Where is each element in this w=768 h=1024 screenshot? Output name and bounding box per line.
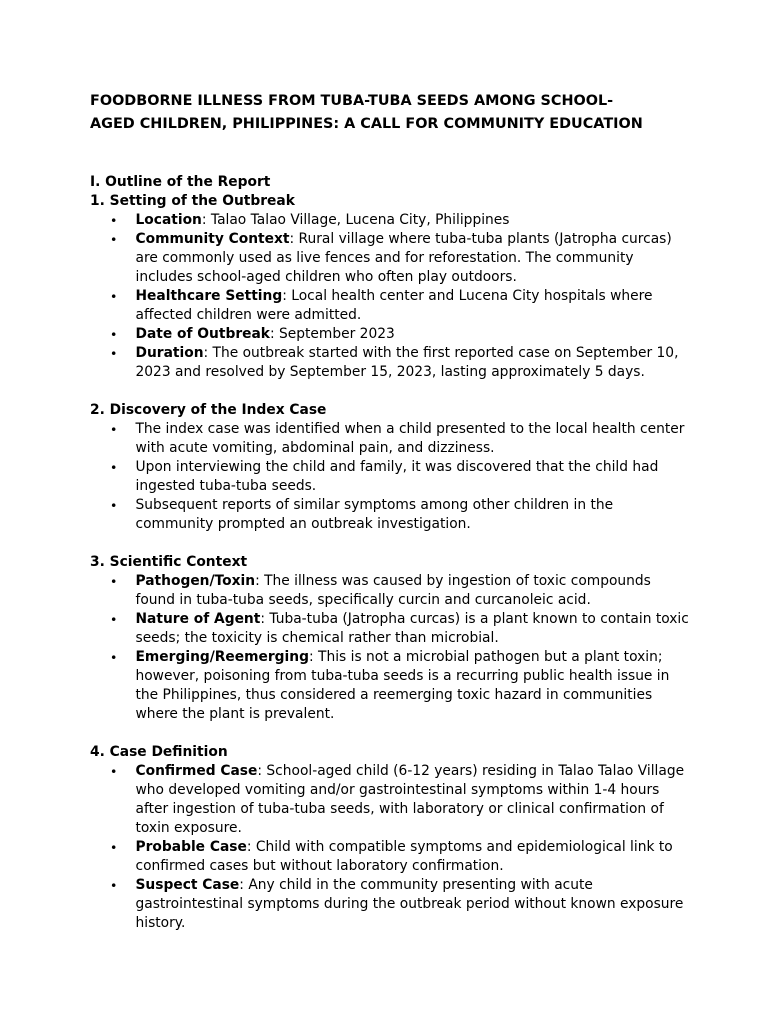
bullet-icon: • xyxy=(110,213,118,228)
bullet-icon: • xyxy=(110,498,118,513)
report-section xyxy=(90,553,690,724)
list-item xyxy=(90,496,690,534)
report-section xyxy=(90,743,690,933)
document-title-line-2: AGED CHILDREN, PHILIPPINES: A CALL FOR COMMUNITY EDUCATION xyxy=(90,115,643,132)
list-item xyxy=(90,458,690,496)
item-term: Suspect Case xyxy=(135,877,240,893)
item-term: Confirmed Case xyxy=(135,763,258,779)
list-item xyxy=(90,287,690,325)
item-term: Date of Outbreak xyxy=(135,326,270,342)
document-page xyxy=(90,90,690,933)
item-term: Healthcare Setting xyxy=(135,288,283,304)
bullet-icon: • xyxy=(110,289,118,304)
item-term: Emerging/Reemerging xyxy=(135,649,309,665)
item-text: : Child with compatible symptoms and epidemiological link to confirmed cases but without laboratory confirmation. xyxy=(135,839,673,874)
report-section xyxy=(90,192,690,382)
item-text: : Talao Talao Village, Lucena City, Philippines xyxy=(201,212,510,228)
bullet-icon: • xyxy=(110,650,118,665)
bullet-list xyxy=(90,572,690,724)
bullet-icon: • xyxy=(110,878,118,893)
outline-heading: I. Outline of the Report xyxy=(90,174,271,190)
report-outline xyxy=(90,173,690,933)
section-spacer xyxy=(90,534,690,553)
bullet-icon: • xyxy=(110,232,118,247)
section-heading: 3. Scientific Context xyxy=(90,554,248,570)
bullet-list xyxy=(90,762,690,933)
section-heading: 1. Setting of the Outbreak xyxy=(90,193,295,209)
item-text: : The illness was caused by ingestion of toxic compounds found in tuba-tuba seeds, specifically curcin and curcanoleic acid. xyxy=(135,573,651,608)
item-term: Nature of Agent xyxy=(135,611,261,627)
section-spacer xyxy=(90,724,690,743)
item-text: Upon interviewing the child and family, it was discovered that the child had ingested tuba-tuba seeds. xyxy=(135,459,659,494)
list-item xyxy=(90,420,690,458)
sections-container xyxy=(90,192,690,933)
section-heading: 4. Case Definition xyxy=(90,744,228,760)
section-heading: 2. Discovery of the Index Case xyxy=(90,402,327,418)
list-item xyxy=(90,211,690,230)
item-text: : Rural village where tuba-tuba plants (Jatropha curcas) are commonly used as live fences and for reforestation. The community includes school-aged children who often play outdoors. xyxy=(135,231,672,285)
bullet-icon: • xyxy=(110,764,118,779)
list-item xyxy=(90,762,690,838)
item-term: Location xyxy=(135,212,202,228)
bullet-list xyxy=(90,211,690,382)
section-spacer xyxy=(90,382,690,401)
item-text: : September 2023 xyxy=(269,326,395,342)
document-title-line-1: FOODBORNE ILLNESS FROM TUBA-TUBA SEEDS AMONG SCHOOL- xyxy=(90,93,614,109)
bullet-icon: • xyxy=(110,327,118,342)
bullet-icon: • xyxy=(110,840,118,855)
item-text: Subsequent reports of similar symptoms among other children in the community prompted an outbreak investigation. xyxy=(135,497,614,532)
item-term: Pathogen/Toxin xyxy=(135,573,256,589)
document-title xyxy=(90,90,690,135)
item-term: Probable Case xyxy=(135,839,247,855)
bullet-icon: • xyxy=(110,346,118,361)
list-item xyxy=(90,572,690,610)
list-item xyxy=(90,648,690,724)
bullet-icon: • xyxy=(110,460,118,475)
list-item xyxy=(90,344,690,382)
item-text: : Local health center and Lucena City hospitals where affected children were admitted. xyxy=(135,288,653,323)
list-item xyxy=(90,230,690,287)
bullet-icon: • xyxy=(110,422,118,437)
list-item xyxy=(90,610,690,648)
bullet-icon: • xyxy=(110,574,118,589)
item-term: Duration xyxy=(135,345,204,361)
list-item xyxy=(90,876,690,933)
item-term: Community Context xyxy=(135,231,290,247)
item-text: The index case was identified when a child presented to the local health center with acute vomiting, abdominal pain, and dizziness. xyxy=(135,421,685,456)
bullet-list xyxy=(90,420,690,534)
list-item xyxy=(90,325,690,344)
list-item xyxy=(90,838,690,876)
item-text: : The outbreak started with the first reported case on September 10, 2023 and resolved by September 15, 2023, lasting approximately 5 days. xyxy=(135,345,679,380)
report-section xyxy=(90,401,690,534)
item-text: : School-aged child (6-12 years) residing in Talao Talao Village who developed vomiting and/or gastrointestinal symptoms within 1-4 hours after ingestion of tuba-tuba seeds, with laboratory or clinical confirmation of toxin exposure. xyxy=(135,763,685,836)
item-text: : Any child in the community presenting with acute gastrointestinal symptoms during the outbreak period without known exposure history. xyxy=(135,877,684,931)
bullet-icon: • xyxy=(110,612,118,627)
item-text: : This is not a microbial pathogen but a plant toxin; however, poisoning from tuba-tuba seeds is a recurring public health issue in the Philippines, thus considered a reemerging toxic hazard in communities where the plant is prevalent. xyxy=(135,649,670,722)
item-text: : Tuba-tuba (Jatropha curcas) is a plant known to contain toxic seeds; the toxicity is chemical rather than microbial. xyxy=(135,611,689,646)
